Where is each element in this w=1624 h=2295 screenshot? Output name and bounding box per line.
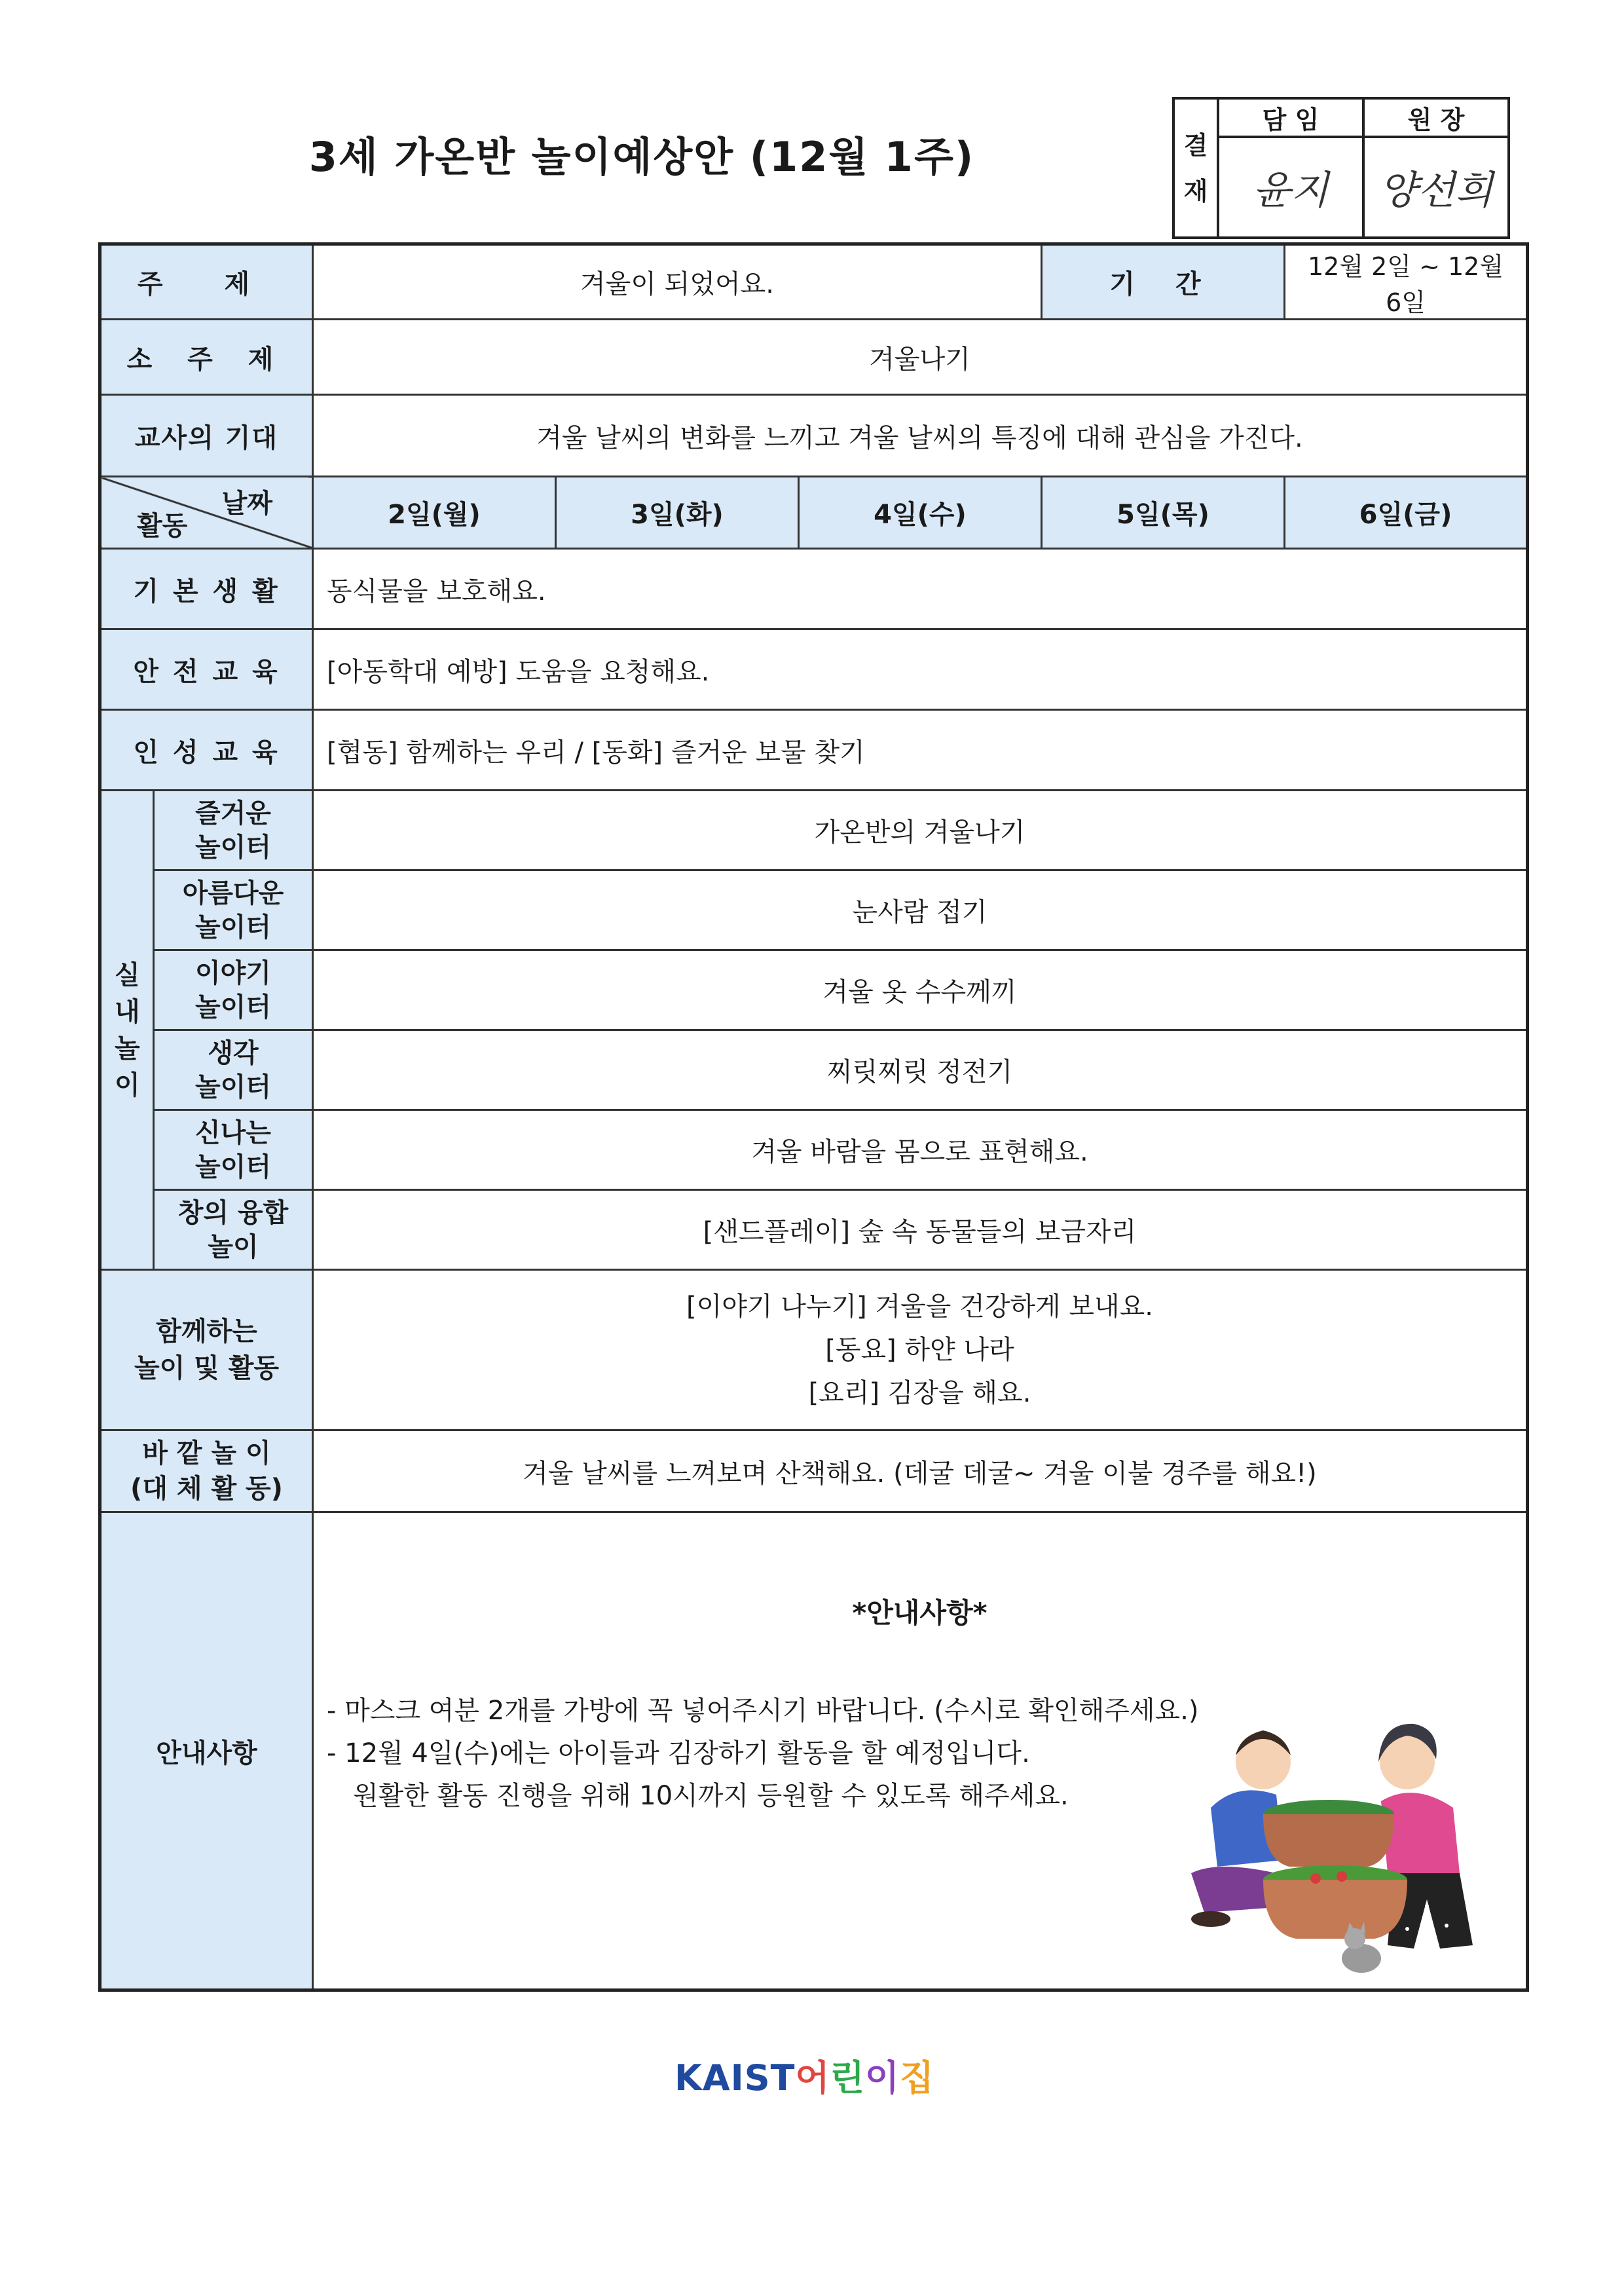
indoor-item-label [154,791,313,870]
approval-side-top: 결 [1183,130,1208,160]
outdoor-value: 겨울 날씨를 느껴보며 산책해요. (데굴 데굴~ 겨울 이불 경주를 해요!) [313,1430,1528,1512]
indoor-item-label-line2: 놀이터 [195,1151,271,1182]
subtheme-label: 소 주 제 [100,320,313,395]
safety-label: 안 전 교 육 [100,629,313,710]
date-activity-header [100,477,313,549]
approval-director-label: 원 장 [1363,98,1509,137]
notice-title: *안내사항* [852,1597,987,1629]
indoor-item-label-line1: 창의 융합 [177,1197,289,1228]
indoor-item-value: 눈사람 접기 [313,870,1528,950]
notice-content [313,1512,1528,1990]
indoor-item-label-line1: 이야기 [195,958,271,988]
date-label: 날짜 [221,489,272,519]
logo-char: 린 [830,2057,865,2099]
logo-char: 어 [795,2057,830,2099]
together-label [100,1270,313,1430]
indoor-char-1: 실 [115,960,140,990]
indoor-item-label [154,1190,313,1270]
indoor-item-label-line1: 신나는 [195,1117,271,1148]
logo-brand: KAIST [674,2057,796,2099]
period-value: 12월 2일 ~ 12월 6일 [1285,244,1528,320]
kimchi-making-illustration [1165,1709,1505,1985]
indoor-item-label [154,1030,313,1110]
theme-value: 겨울이 되었어요. [313,244,1042,320]
expectation-label: 교사의 기대 [100,395,313,477]
basic-life-value: 동식물을 보호해요. [313,549,1528,629]
logo-char: 집 [899,2057,935,2099]
indoor-item-value: 찌릿찌릿 정전기 [313,1030,1528,1110]
activity-label: 활동 [137,511,188,541]
indoor-item-label-line2: 놀이터 [195,1072,271,1102]
notice-label: 안내사항 [100,1512,313,1990]
teacher-signature: 윤지 [1253,168,1329,214]
indoor-item-value: 겨울 옷 수수께끼 [313,950,1528,1030]
outdoor-label-line1: 바 깥 놀 이 [142,1438,271,1468]
page-title: 3세 가온반 놀이예상안 (12월 1주) [308,133,975,181]
outdoor-label-line2: (대 체 활 동) [130,1474,283,1504]
approval-teacher-signature [1218,137,1363,238]
together-label-line1: 함께하는 [156,1316,257,1347]
approval-director-signature [1363,137,1509,238]
approval-side-label [1173,98,1218,238]
indoor-char-3: 놀 [115,1033,140,1064]
day-thursday: 5일(목) [1042,477,1285,549]
indoor-item-label-line2: 놀이터 [195,992,271,1022]
together-line: [동요] 하얀 나라 [825,1335,1014,1365]
character-label: 인 성 교 육 [100,710,313,791]
approval-teacher-label: 담 임 [1218,98,1363,137]
indoor-play-label [100,791,154,1270]
indoor-item-label-line2: 놀이터 [195,912,271,942]
plan-table [98,242,1529,1992]
together-value [313,1270,1528,1430]
day-friday: 6일(금) [1285,477,1528,549]
indoor-item-label-line1: 생각 [208,1037,259,1068]
indoor-item-value: 가온반의 겨울나기 [313,791,1528,870]
period-label [1042,244,1285,320]
indoor-item-label [154,870,313,950]
indoor-item-label-line1: 즐거운 [195,798,271,829]
expectation-value: 겨울 날씨의 변화를 느끼고 겨울 날씨의 특징에 대해 관심을 가진다. [313,395,1528,477]
together-line: [요리] 김장을 해요. [808,1378,1031,1408]
indoor-item-label [154,950,313,1030]
theme-label: 주 제 [100,244,313,320]
indoor-item-label-line2: 놀이터 [195,832,271,863]
safety-value: [아동학대 예방] 도움을 요청해요. [313,629,1528,710]
notice-line: 원활한 활동 진행을 위해 10시까지 등원할 수 있도록 해주세요. [353,1781,1069,1811]
day-wednesday: 4일(수) [799,477,1042,549]
basic-life-label: 기 본 생 활 [100,549,313,629]
day-monday: 2일(월) [313,477,556,549]
together-line: [이야기 나누기] 겨울을 건강하게 보내요. [686,1292,1154,1322]
together-label-line2: 놀이 및 활동 [134,1353,280,1383]
indoor-char-4: 이 [115,1070,140,1100]
indoor-item-label-line1: 아름다운 [182,878,284,908]
notice-line: - 마스크 여분 2개를 가방에 꼭 넣어주시기 바랍니다. (수시로 확인해주세요.) [327,1696,1199,1726]
indoor-item-label-line2: 놀이 [208,1231,259,1262]
kaist-kindergarten-logo [674,2050,934,2100]
approval-side-bottom: 재 [1183,176,1208,206]
outdoor-label [100,1430,313,1512]
character-value: [협동] 함께하는 우리 / [동화] 즐거운 보물 찾기 [313,710,1528,791]
period-label-text: 기 간 [1109,269,1217,299]
subtheme-value: 겨울나기 [313,320,1528,395]
director-signature: 양선희 [1379,168,1493,214]
indoor-char-2: 내 [115,996,140,1027]
day-tuesday: 3일(화) [556,477,799,549]
logo-char: 이 [864,2057,900,2099]
indoor-item-label [154,1110,313,1190]
approval-box [1172,97,1510,239]
notice-line: - 12월 4일(수)에는 아이들과 김장하기 활동을 할 예정입니다. [327,1738,1030,1768]
indoor-item-value: 겨울 바람을 몸으로 표현해요. [313,1110,1528,1190]
indoor-item-value: [샌드플레이] 숲 속 동물들의 보금자리 [313,1190,1528,1270]
